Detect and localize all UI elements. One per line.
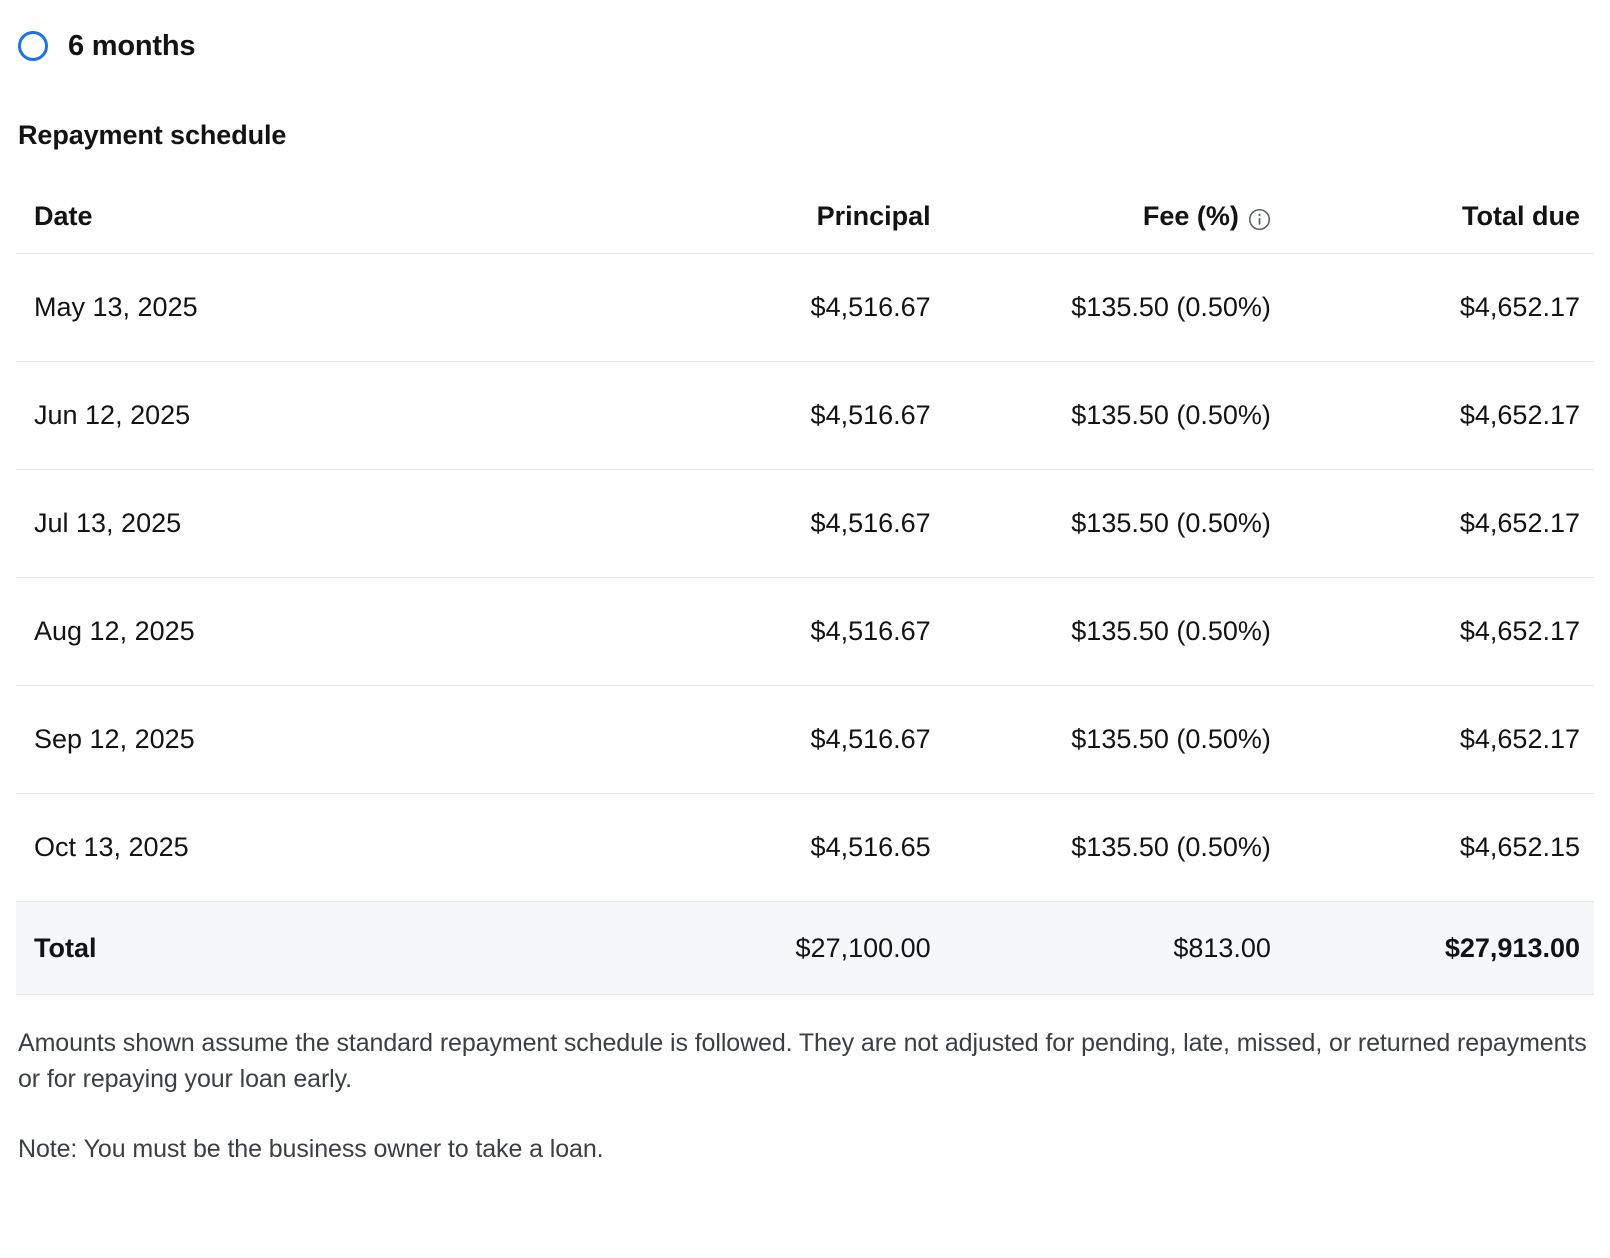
cell-total-due: $4,652.17 <box>1459 616 1580 646</box>
cell-date: Jul 13, 2025 <box>34 508 182 538</box>
cell-total-due: $4,652.17 <box>1459 400 1580 430</box>
cell-date: Sep 12, 2025 <box>34 724 195 754</box>
column-header-fee-label: Fee (%) <box>1142 200 1239 231</box>
cell-fee: $135.50 (0.50%) <box>1071 832 1271 862</box>
cell-total-label: Total <box>34 932 97 963</box>
cell-total-principal: $27,100.00 <box>795 932 931 963</box>
table-row <box>16 254 1594 362</box>
cell-fee: $135.50 (0.50%) <box>1071 508 1271 538</box>
table-header-row <box>16 179 1594 254</box>
cell-principal: $4,516.67 <box>810 616 931 646</box>
cell-principal: $4,516.67 <box>810 400 931 430</box>
cell-total-due: $4,652.17 <box>1459 292 1580 322</box>
table-row <box>16 362 1594 470</box>
column-header-total-due: Total due <box>1462 200 1580 231</box>
cell-fee: $135.50 (0.50%) <box>1071 724 1271 754</box>
cell-date: Aug 12, 2025 <box>34 616 195 646</box>
cell-total-due: $4,652.15 <box>1459 832 1580 862</box>
table-row <box>16 794 1594 902</box>
cell-fee: $135.50 (0.50%) <box>1071 616 1271 646</box>
column-header-principal: Principal <box>816 200 931 231</box>
info-icon[interactable] <box>1248 207 1271 230</box>
owner-note-text: Note: You must be the business owner to take a loan. <box>18 1135 604 1163</box>
cell-date: Oct 13, 2025 <box>34 832 189 862</box>
table-header <box>16 179 1594 254</box>
table-body <box>16 254 1594 995</box>
cell-fee: $135.50 (0.50%) <box>1071 400 1271 430</box>
table-row <box>16 470 1594 578</box>
radio-selected-icon[interactable] <box>18 31 48 61</box>
table-row <box>16 578 1594 686</box>
term-option-6-months[interactable] <box>16 18 1594 74</box>
section-title: Repayment schedule <box>18 120 287 150</box>
repayment-schedule-table <box>16 179 1594 995</box>
cell-principal: $4,516.65 <box>810 832 931 862</box>
cell-total-due: $4,652.17 <box>1459 724 1580 754</box>
cell-principal: $4,516.67 <box>810 724 931 754</box>
cell-date: Jun 12, 2025 <box>34 400 191 430</box>
cell-total-due: $4,652.17 <box>1459 508 1580 538</box>
cell-total-fee: $813.00 <box>1173 932 1271 963</box>
cell-principal: $4,516.67 <box>810 292 931 322</box>
term-option-label: 6 months <box>68 29 196 62</box>
table-total-row <box>16 902 1594 995</box>
cell-fee: $135.50 (0.50%) <box>1071 292 1271 322</box>
column-header-date: Date <box>34 200 93 231</box>
cell-principal: $4,516.67 <box>810 508 931 538</box>
cell-date: May 13, 2025 <box>34 292 198 322</box>
column-header-fee <box>931 179 1271 254</box>
table-row <box>16 686 1594 794</box>
disclaimer-text: Amounts shown assume the standard repayment schedule is followed. They are not adjusted for pending, late, missed, or returned repayments or for repaying your loan early. <box>18 1029 1587 1093</box>
cell-total-due-sum: $27,913.00 <box>1444 932 1580 963</box>
